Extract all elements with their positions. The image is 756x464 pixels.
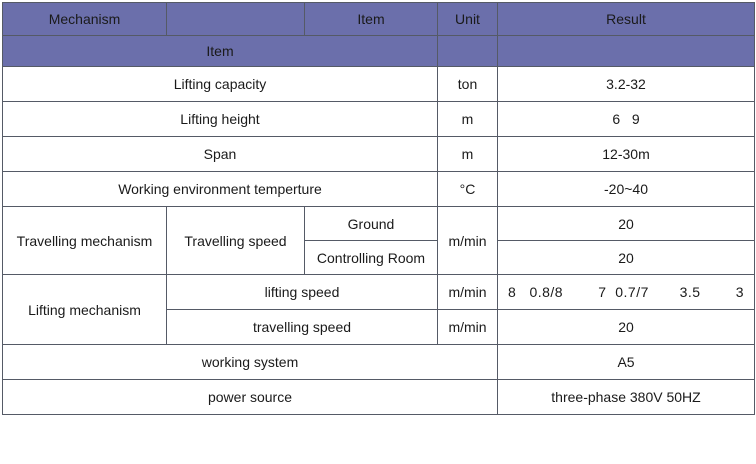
- row-result-lifting-travelling-speed: 20: [498, 310, 755, 345]
- row-unit-lifting-travelling-speed: m/min: [438, 310, 498, 345]
- row-label-working-environment: Working environment temperture: [3, 172, 438, 207]
- row-label-span: Span: [3, 137, 438, 172]
- row-unit-lifting-capacity: ton: [438, 67, 498, 102]
- row-result-lifting-height: 6 9: [498, 102, 755, 137]
- table-row: [3, 137, 755, 172]
- table-row: [3, 172, 755, 207]
- column-header-mechanism: Mechanism: [3, 3, 167, 36]
- subheader-result-blank: [498, 36, 755, 67]
- table-row: [3, 207, 755, 241]
- row-unit-travelling-speed: m/min: [438, 207, 498, 275]
- row-unit-span: m: [438, 137, 498, 172]
- table-row: [3, 102, 755, 137]
- row-result-working-environment: -20~40: [498, 172, 755, 207]
- column-header-result: Result: [498, 3, 755, 36]
- row-label-power-source: power source: [3, 380, 498, 415]
- row-result-working-system: A5: [498, 345, 755, 380]
- row-result-travelling-ground: 20: [498, 207, 755, 241]
- row-unit-lifting-height: m: [438, 102, 498, 137]
- row-result-span: 12-30m: [498, 137, 755, 172]
- column-header-unit: Unit: [438, 3, 498, 36]
- row-result-lifting-speed: 8 0.8/8 7 0.7/7 3.5 3: [498, 275, 755, 310]
- subheader-item: Item: [3, 36, 438, 67]
- row-result-lifting-capacity: 3.2-32: [498, 67, 755, 102]
- row-sublabel-ground: Ground: [305, 207, 438, 241]
- specification-table: [2, 2, 755, 415]
- row-label-travelling-mechanism: Travelling mechanism: [3, 207, 167, 275]
- row-unit-lifting-speed: m/min: [438, 275, 498, 310]
- row-label-lifting-height: Lifting height: [3, 102, 438, 137]
- row-label-lifting-speed: lifting speed: [167, 275, 438, 310]
- table-subheader-row: [3, 36, 755, 67]
- row-label-lifting-travelling-speed: travelling speed: [167, 310, 438, 345]
- column-header-blank: [167, 3, 305, 36]
- column-header-item: Item: [305, 3, 438, 36]
- row-label-lifting-mechanism: Lifting mechanism: [3, 275, 167, 345]
- subheader-unit-blank: [438, 36, 498, 67]
- row-sublabel-controlling-room: Controlling Room: [305, 241, 438, 275]
- row-label-lifting-capacity: Lifting capacity: [3, 67, 438, 102]
- table-header-row: [3, 3, 755, 36]
- row-result-travelling-control: 20: [498, 241, 755, 275]
- table-row: [3, 275, 755, 310]
- table-row: [3, 67, 755, 102]
- row-label-travelling-speed: Travelling speed: [167, 207, 305, 275]
- row-label-working-system: working system: [3, 345, 498, 380]
- table-row: [3, 345, 755, 380]
- row-unit-working-environment: °C: [438, 172, 498, 207]
- table-row: [3, 380, 755, 415]
- row-result-power-source: three-phase 380V 50HZ: [498, 380, 755, 415]
